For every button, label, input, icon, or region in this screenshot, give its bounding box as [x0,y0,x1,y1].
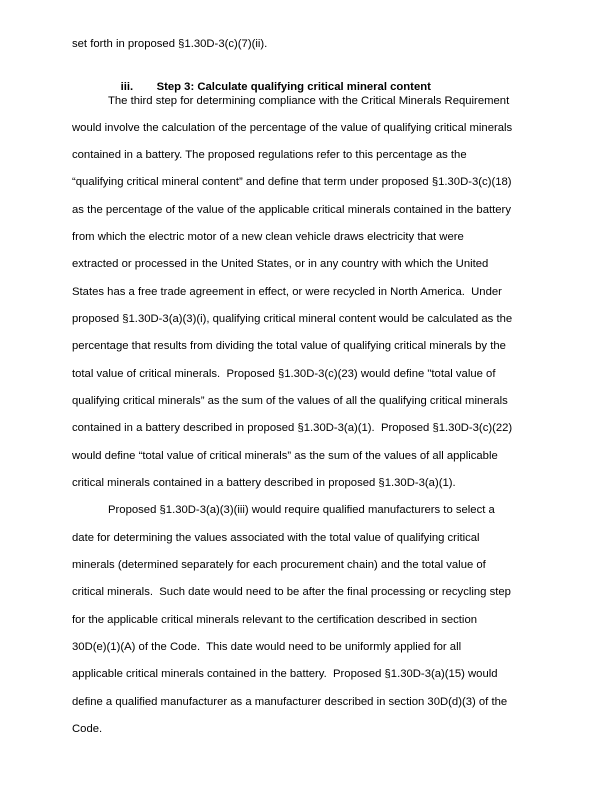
paragraph-line: States has a free trade agreement in effect, or were recycled in North America. Under [72,286,502,298]
paragraph-line: contained in a battery. The proposed regulations refer to this percentage as the [72,149,467,161]
paragraph-line: for the applicable critical minerals relevant to the certification described in section [72,614,478,626]
paragraph-line: would define “total value of critical minerals” as the sum of the values of all applicable [72,450,498,462]
paragraph-line: contained in a battery described in proposed §1.30D-3(a)(1). Proposed §1.30D-3(c)(22) [72,422,513,434]
paragraph-line: Code. [72,723,103,735]
paragraph-line: define a qualified manufacturer as a manufacturer described in section 30D(d)(3) of the [72,696,508,708]
paragraph-line: applicable critical minerals contained in the battery. Proposed §1.30D-3(a)(15) would [72,668,498,680]
paragraph-line: The third step for determining compliance with the Critical Minerals Requirement [108,95,510,107]
paragraph-line: total value of critical minerals. Proposed §1.30D-3(c)(23) would define "total value of [72,368,496,380]
section-title: Step 3: Calculate qualifying critical mineral content [156,81,431,93]
paragraph-line: 30D(e)(1)(A) of the Code. This date would need to be uniformly applied for all [72,641,462,653]
lead-line: set forth in proposed §1.30D-3(c)(7)(ii). [72,38,268,50]
paragraph-line: percentage that results from dividing the total value of qualifying critical minerals by the [72,340,506,352]
section-number: iii. [120,81,134,93]
paragraph-line: critical minerals contained in a battery described in proposed §1.30D-3(a)(1). [72,477,456,489]
paragraph-line: minerals (determined separately for each procurement chain) and the total value of [72,559,486,571]
paragraph-line: qualifying critical minerals” as the sum of the values of all the qualifying critical minerals [72,395,508,407]
paragraph-line: Proposed §1.30D-3(a)(3)(iii) would require qualified manufacturers to select a [108,504,495,516]
paragraph-line: from which the electric motor of a new clean vehicle draws electricity that were [72,231,464,243]
paragraph-line: critical minerals. Such date would need to be after the final processing or recycling step [72,586,511,598]
paragraph-line: extracted or processed in the United States, or in any country with which the United [72,258,489,270]
paragraph-line: proposed §1.30D-3(a)(3)(i), qualifying critical mineral content would be calculated as the [72,313,513,325]
paragraph-line: as the percentage of the value of the applicable critical minerals contained in the battery [72,204,511,216]
paragraph-line: “qualifying critical mineral content” and define that term under proposed §1.30D-3(c)(18) [72,176,512,188]
paragraph-line: would involve the calculation of the percentage of the value of qualifying critical minerals [72,122,513,134]
paragraph-line: date for determining the values associated with the total value of qualifying critical [72,532,480,544]
